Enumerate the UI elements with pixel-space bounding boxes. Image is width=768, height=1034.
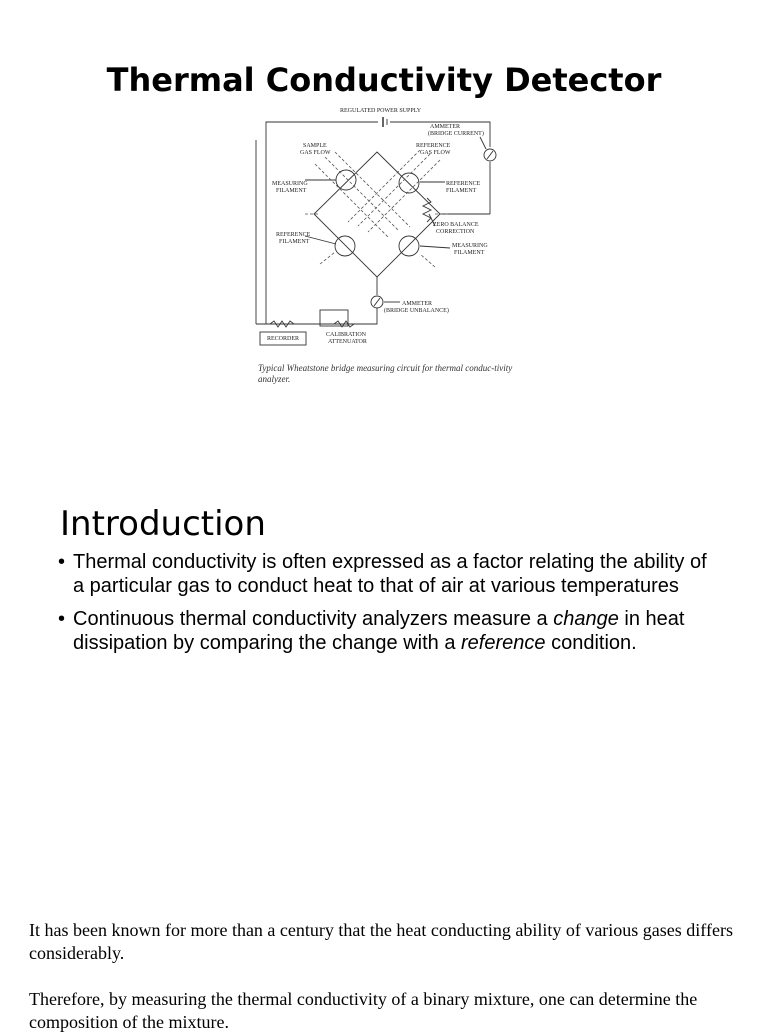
label-ref-flow-sub: GAS FLOW <box>420 150 451 156</box>
label-calibration-sub: ATTENUATOR <box>328 339 367 345</box>
label-reference-filament-left-sub: FILAMENT <box>279 239 310 245</box>
bullet-dot-icon: • <box>58 551 66 573</box>
body-paragraph: It has been known for more than a century that the heat conducting ability of various gases differs considerably. <box>29 920 733 963</box>
label-zero-balance-sub: CORRECTION <box>436 229 475 235</box>
bullet-text-part: Continuous thermal conductivity analyzers measure a <box>73 608 554 630</box>
label-zero-balance: ZERO BALANCE <box>433 222 479 228</box>
label-measuring-filament-left: MEASURING <box>272 181 308 187</box>
bullet-emphasis-change: change <box>553 608 619 630</box>
bullet-dot-icon: • <box>58 608 66 630</box>
label-ammeter-top-sub: (BRIDGE CURRENT) <box>428 131 484 137</box>
bullet-item <box>58 550 718 598</box>
bullet-list <box>58 550 718 664</box>
label-measuring-filament-left-sub: FILAMENT <box>276 188 307 194</box>
label-ammeter-bottom-sub: (BRIDGE UNBALANCE) <box>384 308 449 314</box>
label-calibration: CALIBRATION <box>326 332 366 338</box>
bullet-item <box>58 607 718 655</box>
section-heading: Introduction <box>60 504 266 545</box>
label-reference-filament-left: REFERENCE <box>276 232 311 238</box>
bullet-text-part: in heat dissipation by comparing the change with a <box>73 608 685 654</box>
label-power-supply: REGULATED POWER SUPPLY <box>340 108 422 114</box>
label-recorder: RECORDER <box>267 336 300 342</box>
label-ref-flow: REFERENCE <box>416 143 451 149</box>
body-paragraph: Therefore, by measuring the thermal conductivity of a binary mixture, one can determine the composition of the mixture. <box>29 989 698 1032</box>
label-ammeter-top: AMMETER <box>430 124 460 130</box>
label-measuring-filament-right-sub: FILAMENT <box>454 250 485 256</box>
bullet-text: Thermal conductivity is often expressed as a factor relating the ability of a particular gas to conduct heat to that of air at various temperatures <box>73 551 707 597</box>
bullet-text-part: condition. <box>545 632 637 654</box>
figure-caption: Typical Wheatstone bridge measuring circuit for thermal conduc-tivity analyzer. <box>258 363 513 384</box>
label-sample-flow: SAMPLE <box>303 143 327 149</box>
label-reference-filament-right: REFERENCE <box>446 181 481 187</box>
label-measuring-filament-right: MEASURING <box>452 243 488 249</box>
page-title: Thermal Conductivity Detector <box>106 61 662 100</box>
label-reference-filament-right-sub: FILAMENT <box>446 188 477 194</box>
circuit-diagram <box>250 102 520 392</box>
wheatstone-bridge-figure <box>250 102 520 392</box>
bullet-emphasis-reference: reference <box>461 632 546 654</box>
label-ammeter-bottom: AMMETER <box>402 301 432 307</box>
label-sample-flow-sub: GAS FLOW <box>300 150 331 156</box>
